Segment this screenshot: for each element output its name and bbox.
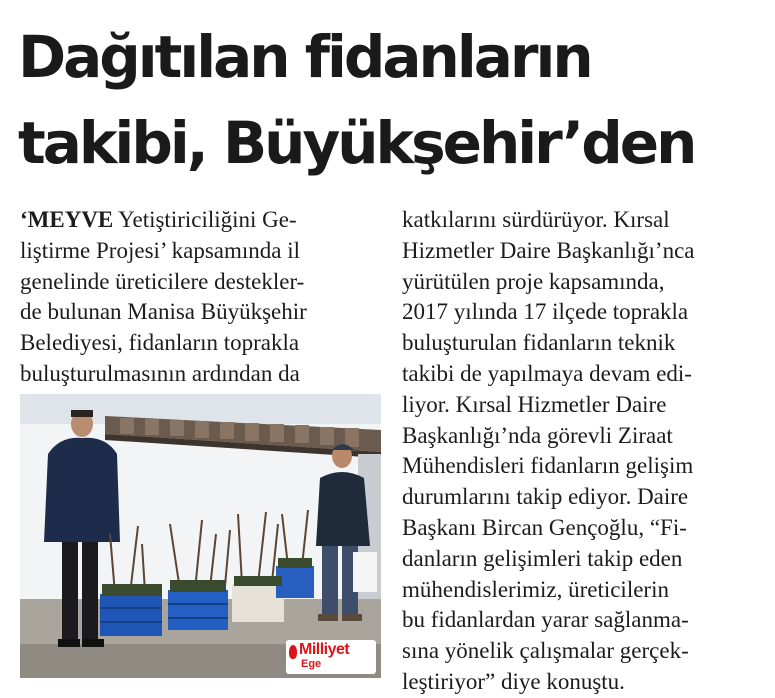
- column-line: leştiriyor” diye konuştu.: [402, 668, 625, 694]
- column-line: buluşturulmasının ardından da: [20, 360, 300, 386]
- photo-illustration: [20, 394, 381, 678]
- article-column-right: [402, 205, 757, 698]
- column-line: yürütülen proje kapsamında,: [402, 268, 665, 294]
- column-line: Hizmetler Daire Başkanlığı’nca: [402, 237, 695, 263]
- column-line: danların gelişimleri takip eden: [402, 545, 683, 571]
- flame-icon: [289, 645, 297, 659]
- logo-edition: Ege: [301, 658, 322, 670]
- column-line: [20, 205, 370, 236]
- column-line: sına yönelik çalışmalar gerçek-: [402, 638, 689, 664]
- column-line: Mühendisleri fidanların gelişim: [402, 453, 694, 479]
- column-line: Belediyesi, fidanların toprakla: [20, 330, 300, 356]
- column-line: bu fidanlardan yarar sağlanma-: [402, 607, 689, 633]
- column-line: liştirme Projesi’ kapsamında il: [20, 237, 300, 263]
- column-line: mühendislerimiz, üreticilerin: [402, 576, 669, 602]
- column-line: takibi de yapılmaya devam edi-: [402, 360, 692, 386]
- headline: [18, 14, 768, 186]
- lead-word: ‘MEYVE: [20, 207, 114, 232]
- headline-line-2: takibi, Büyükşehir’den: [18, 109, 695, 177]
- column-line: Başkanı Bircan Gençoğlu, “Fi-: [402, 514, 687, 540]
- column-line: durumlarını takip ediyor. Daire: [402, 484, 689, 510]
- column-line: liyor. Kırsal Hizmetler Daire: [402, 391, 667, 417]
- lead-line-rest: Yetiştiriciliğini Ge-: [113, 207, 297, 232]
- column-line: genelinde üreticilere destekler-: [20, 268, 305, 294]
- article-photo: [20, 394, 381, 678]
- column-line: Başkanlığı’nda görevli Ziraat: [402, 422, 673, 448]
- column-line: buluşturulan fidanların teknik: [402, 330, 676, 356]
- column-line: katkılarını sürdürüyor. Kırsal: [402, 207, 670, 232]
- headline-line-1: Dağıtılan fidanların: [18, 23, 591, 91]
- logo-brand: Milliyet: [299, 641, 350, 658]
- column-line: 2017 yılında 17 ilçede toprakla: [402, 299, 689, 325]
- column-line: de bulunan Manisa Büyükşehir: [20, 299, 307, 325]
- milliyet-logo: [286, 640, 376, 674]
- article-column-left: [20, 205, 370, 390]
